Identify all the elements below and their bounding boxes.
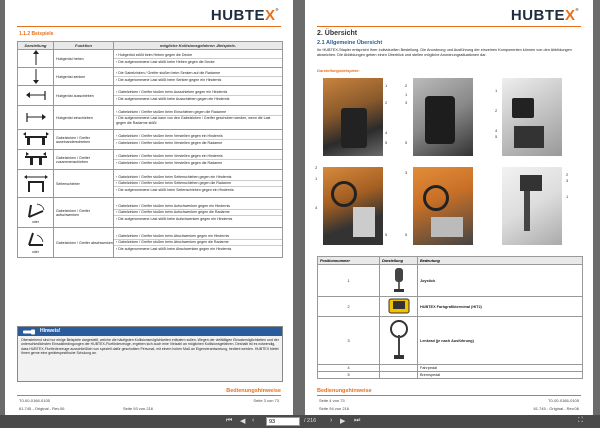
joystick-icon xyxy=(393,267,405,293)
edition: 61.745 - Original - Rev.06 xyxy=(19,406,65,411)
hubtex-logo: HUBTEX® xyxy=(210,7,279,24)
doc-code: T0-00-0166-0105 xyxy=(548,398,579,403)
col-header-funktion: Funktion xyxy=(54,42,114,50)
hazard-item: › Gabelzinken / Greifer stoßen beim Einschieben gegen die Radarme xyxy=(114,109,282,116)
edition: 61.745 - Original - Rev.06 xyxy=(533,406,579,411)
prev-chevron-icon[interactable]: ‹ xyxy=(252,417,255,424)
first-page-icon[interactable]: ⏮ xyxy=(226,417,233,424)
forks-apart-icon xyxy=(23,143,49,147)
cab-photo-4 xyxy=(323,167,383,245)
hazard-item: › Hubgerüst stößt beim Heben gegen die Decke xyxy=(114,52,282,59)
hazard-item: › Die aufgenommene Last stößt beim Heben gegen die Decke xyxy=(116,59,215,64)
oder-label: oder xyxy=(32,250,39,254)
arrow-up-icon xyxy=(30,63,42,67)
parts-table xyxy=(317,256,583,379)
hint-text: Obenstehend sind nur einige Beispiele dargestellt, welche die häufigsten Kollisionsmöglichkeiten erläutern sollen. Wegen der vielfältigen Einsatzmöglichkeiten und der unterschiedlichsten Einsatzbedingungen der HUBTEX-Flurförderzeuge, ergeben sich auch eine Vielzahl an möglichen Kollisionsgefahren. Deshalb ist es notwendig, dass HUBTEX-Flurförderzeuge ausschließlich von speziell dafür geschultem Personal, mit einem hohen Maß an Eigenverantwortung, bedient werden. HUBTEX bietet Ihnen gerne eine gerätespezifische Schulung an. xyxy=(21,338,279,355)
hazard-item: › Die Gabelzinken / Greifer stoßen beim Senken auf die Radarme xyxy=(114,70,282,77)
page-of: Seite 3 von 73 xyxy=(253,398,279,403)
section-heading: 1.1.2 Beispiele xyxy=(19,31,54,37)
hazard-item: › Gabelzinken / Greifer stoßen beim Verstellen gegen die Radarme xyxy=(116,140,223,145)
last-page-icon[interactable]: ⏭ xyxy=(354,417,361,424)
table-row: 1 Joystick xyxy=(318,265,583,297)
table-row xyxy=(18,130,283,150)
hazard-item: › Gabelzinken / Greifer stoßen beim Seitenschieben gegen die Radarme xyxy=(114,181,282,188)
hazard-item: › Gabelzinken / Greifer stoßen beim Verstellen gegen ein Hindernis xyxy=(114,133,282,140)
cab-photo-5 xyxy=(413,167,473,245)
table-row xyxy=(18,170,283,198)
cab-photo-1 xyxy=(323,78,383,156)
function-cell: Hubgerüst ausschieben xyxy=(54,86,114,106)
next-chevron-icon[interactable]: › xyxy=(330,417,333,424)
forks-together-icon xyxy=(23,163,49,167)
hazard-item: › Die aufgenommene Last stößt beim Senken gegen ein Hindernis xyxy=(116,77,222,82)
function-cell: Gabelzinken / Greifer aufschwenken xyxy=(54,198,114,228)
table-row xyxy=(18,68,283,86)
footer-title-bar xyxy=(317,386,581,396)
prev-page-icon[interactable]: ◀ xyxy=(240,418,246,425)
hint-box xyxy=(17,326,283,382)
function-cell: Hubgerüst senken xyxy=(54,68,114,86)
col-header-darstellung: Darstellung xyxy=(18,42,54,50)
col-header-gefahren: mögliche Kollisionsgefahren -Beispiele- xyxy=(114,42,283,50)
left-page xyxy=(5,0,293,415)
hazard-item: › Gabelzinken / Greifer stoßen beim Aufschwenken gegen die Radarme xyxy=(114,210,282,217)
right-page: HUBTEX® 2. Übersicht 2.1 Allgemeine Übersicht Ihr HUBTEX-Stapler entspricht Ihrer individuellen Bestellung. Die Anordnung und Ausführung der einzelnen Komponenten können von den Abbildungen abweichen. Die Abbildungen geben einen Überblick und stellen mögliche Anordnungssituationen dar. Darstellungsbeispiele: 1 2 4 5 2 1 3 5 1 2 4 5 2 1 4 5 3 5 2 3 1 Positionnummer Darstellung Bedeutung 1 Joystick 2 HUBTEX Farbgrafikterminal (HIT2) 3 Lenkrad (je nach Ausführung) 4 Fahrpedal 5 Bremspedal Bedienungshinweise T0-00-0166-0105 Seite 4 von 73 61.745 - Original - Rev.06 Seite 94 von 216 xyxy=(305,0,593,415)
hazard-item: › Gabelzinken / Greifer stoßen beim Aufschwenken gegen ein Hindernis xyxy=(114,203,282,210)
hazard-item: › Gabelzinken / Greifer stoßen beim Ausschieben gegen ein Hindernis xyxy=(114,89,282,96)
function-cell: Hubgerüst heben xyxy=(54,50,114,68)
hazard-item: › Gabelzinken / Greifer stoßen beim Verstellen gegen die Radarme xyxy=(116,160,223,165)
header-line xyxy=(17,26,281,27)
function-cell: Seitenschieber xyxy=(54,170,114,198)
table-row xyxy=(18,228,283,258)
table-row xyxy=(18,150,283,170)
oder-label: oder xyxy=(32,220,39,224)
hazard-item: › Die aufgenommene Last stößt beim Ausschieben gegen ein Hindernis xyxy=(116,96,230,101)
footer-title: Bedienungshinweise xyxy=(226,388,281,394)
hazard-item: › Die aufgenommene Last stößt beim Abschwenken gegen ein Hindernis xyxy=(116,246,232,251)
table-row xyxy=(18,50,283,68)
table-row: 2 HUBTEX Farbgrafikterminal (HIT2) xyxy=(318,297,583,317)
table-row xyxy=(18,86,283,106)
steering-wheel-icon xyxy=(388,319,410,361)
function-cell: Gabelzinken / Greifer abschwenken xyxy=(54,228,114,258)
hazard-item: › Die aufgenommene Last stößt beim Seitenschieben gegen ein Hindernis xyxy=(116,187,234,192)
darstellung-label: Darstellungsbeispiele: xyxy=(317,68,360,73)
footer-title: Bedienungshinweise xyxy=(317,388,372,394)
table-row: 5 Bremspedal xyxy=(318,372,583,379)
page-ref: Seite 94 von 216 xyxy=(319,406,350,411)
chapter-title: 2. Übersicht xyxy=(317,30,358,37)
hand-pointer-icon xyxy=(22,328,36,336)
footer-title-bar xyxy=(17,386,281,396)
function-cell: Hubgerüst einschieben xyxy=(54,106,114,130)
subsection-title: 2.1 Allgemeine Übersicht xyxy=(317,40,383,46)
arrow-left-icon xyxy=(26,98,46,102)
function-cell: Gabelzinken / Greifer zusammenschieben xyxy=(54,150,114,170)
header-line xyxy=(317,26,581,27)
col-header-darstellung: Darstellung xyxy=(380,257,418,265)
hazard-item: › Gabelzinken / Greifer stoßen beim Seitenschieben gegen ein Hindernis xyxy=(114,174,282,181)
sideshift-icon xyxy=(24,190,48,194)
function-cell: Gabelzinken / Greifer auseinanderschieben xyxy=(54,130,114,150)
hubtex-logo: HUBTEX® xyxy=(510,7,579,24)
cab-photo-3 xyxy=(502,78,562,156)
hazard-item: › Die aufgenommene Last kann von den Gabelzinken / Greifer geschoben werden, wenn die Last gegen die Radarme stößt xyxy=(116,116,271,125)
cab-photo-2 xyxy=(413,78,473,156)
cab-photo-6 xyxy=(502,167,562,245)
hazard-item: › Die aufgenommene Last stößt beim Aufschwenken gegen ein Hindernis xyxy=(116,216,233,221)
intro-text: Ihr HUBTEX-Stapler entspricht Ihrer individuellen Bestellung. Die Anordnung und Ausführung der einzelnen Komponenten können von den Abbildungen abweichen. Die Abbildungen geben einen Überblick und stellen mögliche Anordnungssituationen dar. xyxy=(317,48,572,57)
table-row: 4 Fahrpedal xyxy=(318,365,583,372)
viewer-toolbar xyxy=(0,415,600,428)
page-number-input[interactable] xyxy=(266,417,300,426)
col-header-positionnummer: Positionnummer xyxy=(318,257,380,265)
page-total: / 216 xyxy=(304,418,317,424)
hazard-item: › Gabelzinken / Greifer stoßen beim Verstellen gegen ein Hindernis xyxy=(114,153,282,160)
collision-table xyxy=(17,41,283,258)
hint-title: Hinweis! xyxy=(18,327,282,336)
table-row xyxy=(18,198,283,228)
table-row xyxy=(18,106,283,130)
arrow-right-icon xyxy=(26,120,46,124)
col-header-bedeutung: Bedeutung xyxy=(418,257,583,265)
doc-code: T0-00-0166-0105 xyxy=(19,398,50,403)
next-page-icon[interactable]: ▶ xyxy=(340,418,346,425)
page-ref: Seite 93 von 216 xyxy=(123,406,154,411)
page-of: Seite 4 von 73 xyxy=(319,398,345,403)
table-row: 3 Lenkrad (je nach Ausführung) xyxy=(318,317,583,365)
hazard-item: › Gabelzinken / Greifer stoßen beim Abschwenken gegen die Radarme xyxy=(114,240,282,247)
hazard-item: › Gabelzinken / Greifer stoßen beim Abschwenken gegen ein Hindernis xyxy=(114,233,282,240)
arrow-down-icon xyxy=(30,81,42,85)
terminal-icon xyxy=(388,298,410,314)
fullscreen-icon[interactable]: ⛶ xyxy=(578,417,583,424)
